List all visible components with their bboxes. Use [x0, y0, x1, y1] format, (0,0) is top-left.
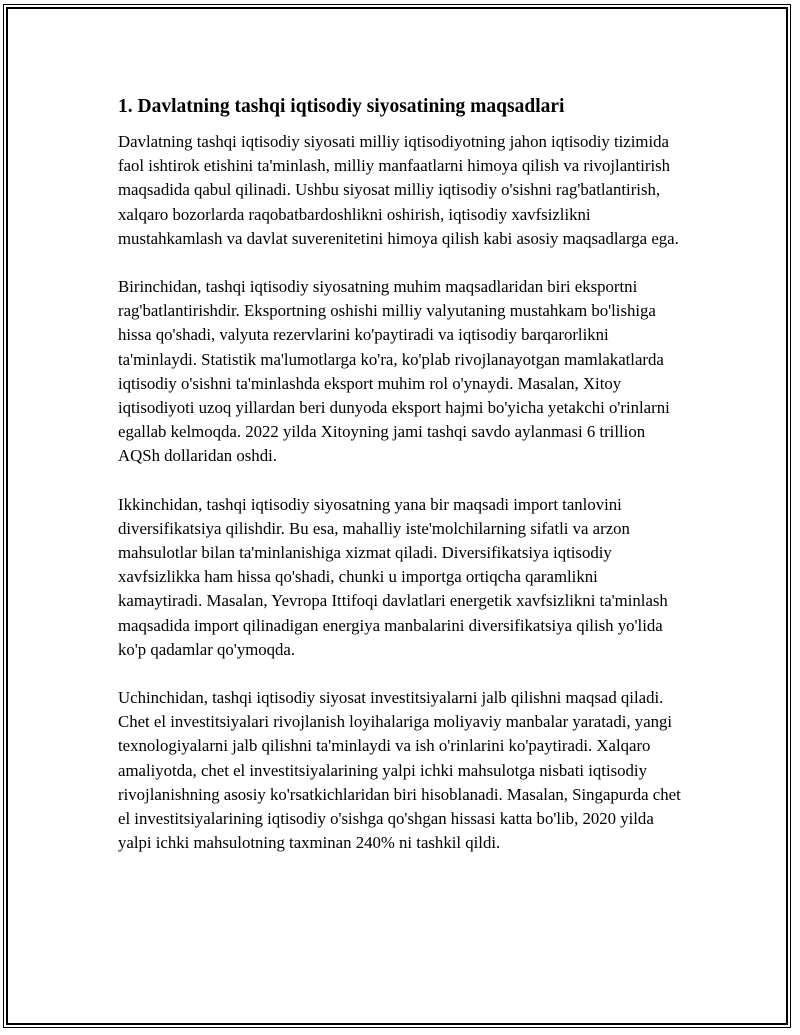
- paragraph-intro: Davlatning tashqi iqtisodiy siyosati milliy iqtisodiyotning jahon iqtisodiy tizimida faol ishtirok etishini ta'minlash, milliy manfaatlarni himoya qilish va rivojlantirish maqsadida qabul qilinadi. Ushbu siyosat milliy iqtisodiy o'sishni rag'batlantirish, xalqaro bozorlarda raqobatbardoshlikni oshirish, iqtisodiy xavfsizlikni mustahkamlash va davlat suverenitetini himoya qilish kabi asosiy maqsadlarga ega.: [118, 132, 679, 248]
- paragraph-import: Ikkinchidan, tashqi iqtisodiy siyosatning yana bir maqsadi import tanlovini diversifikatsiya qilishdir. Bu esa, mahalliy iste'molchilarning sifatli va arzon mahsulotlar bilan ta'minlanishiga xizmat qiladi. Diversifikatsiya iqtisodiy xavfsizlikka ham hissa qo'shadi, chunki u importga ortiqcha qaramlikni kamaytiradi. Masalan, Yevropa Ittifoqi davlatlari energetik xavfsizlikni ta'minlash maqsadida import qilinadigan energiya manbalarini diversifikatsiya qilish yo'lida ko'p qadamlar qo'ymoqda.: [118, 494, 668, 659]
- document-body: [118, 94, 684, 879]
- paragraph-export: Birinchidan, tashqi iqtisodiy siyosatning muhim maqsadlaridan biri eksportni rag'batlantirishdir. Eksportning oshishi milliy valyutaning mustahkam bo'lishiga hissa qo'shadi, valyuta rezervlarini ko'paytiradi va iqtisodiy barqarorlikni ta'minlaydi. Statistik ma'lumotlarga ko'ra, ko'plab rivojlanayotgan mamlakatlarda iqtisodiy o'sishni ta'minlashda eksport muhim rol o'ynaydi. Masalan, Xitoy iqtisodiyoti uzoq yillardan beri dunyoda eksport hajmi bo'yicha yetakchi o'rinlarni egallab kelmoqda. 2022 yilda Xitoyning jami tashqi savdo aylanmasi 6 trillion AQSh dollaridan oshdi.: [118, 277, 670, 466]
- section-heading: 1. Davlatning tashqi iqtisodiy siyosatining maqsadlari: [118, 96, 565, 117]
- paragraph-investment: Uchinchidan, tashqi iqtisodiy siyosat investitsiyalarni jalb qilishni maqsad qiladi. Chet el investitsiyalari rivojlanish loyihalariga moliyaviy manbalar yaratadi, yangi texnologiyalarni jalb qilishni ta'minlaydi va ish o'rinlarini ko'paytiradi. Xalqaro amaliyotda, chet el investitsiyalarining yalpi ichki mahsulotga nisbati iqtisodiy rivojlanishning asosiy ko'rsatkichlaridan biri hisoblanadi. Masalan, Singapurda chet el investitsiyalarining iqtisodiy o'sishga qo'shgan hissasi katta bo'lib, 2020 yilda yalpi ichki mahsulotning taxminan 240% ni tashkil qildi.: [118, 688, 681, 853]
